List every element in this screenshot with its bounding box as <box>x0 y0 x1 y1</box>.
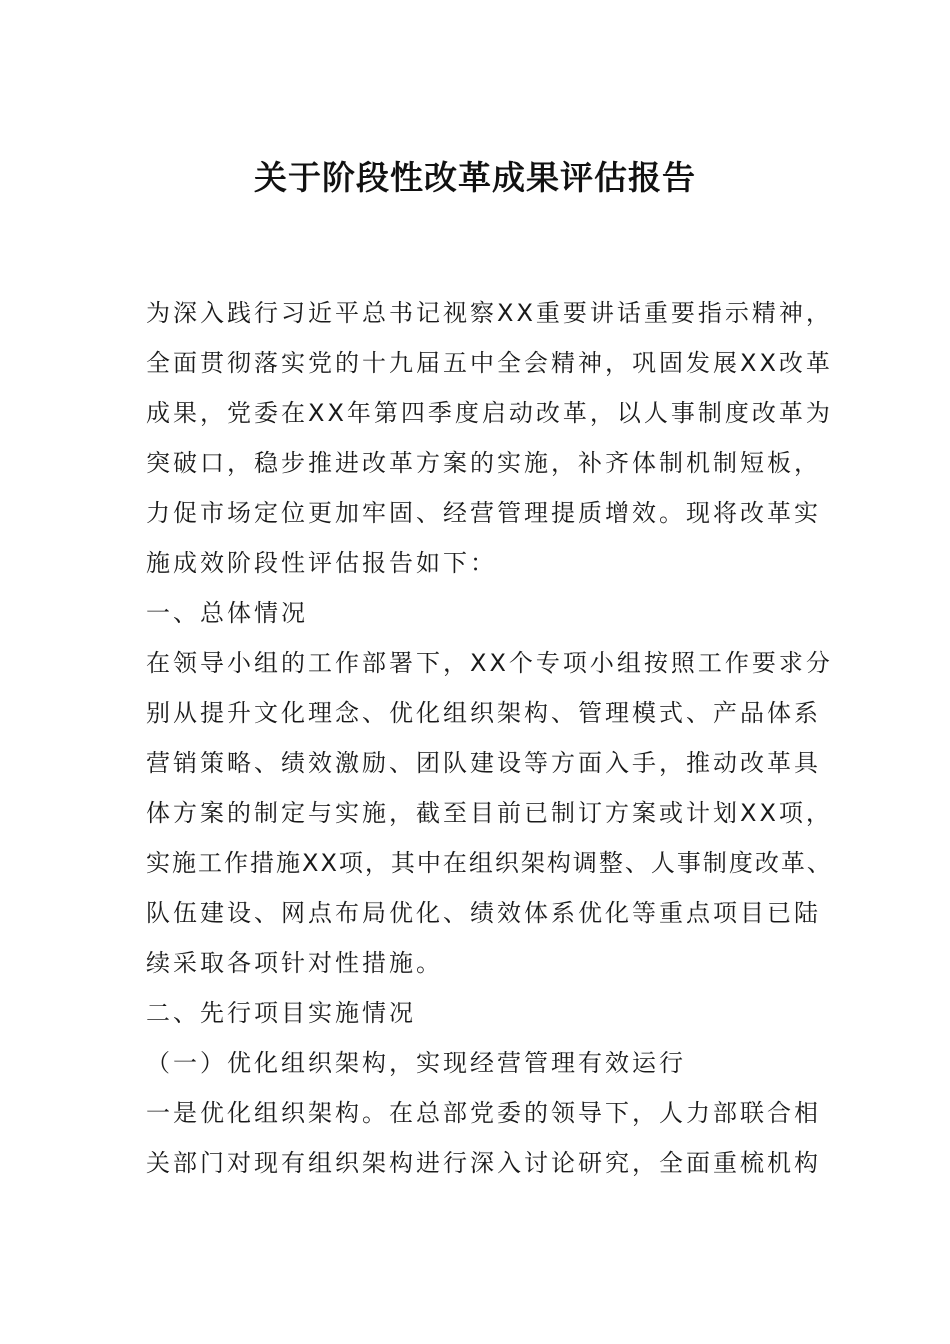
body-line: 别从提升文化理念、优化组织架构、管理模式、产品体系 <box>146 699 821 727</box>
section-heading-pilot-projects: 二、先行项目实施情况 <box>146 999 416 1027</box>
body-line: 在领导小组的工作部署下，XX个专项小组按照工作要求分 <box>146 649 833 677</box>
body-line: 突破口，稳步推进改革方案的实施，补齐体制机制短板， <box>146 449 821 477</box>
body-line: 体方案的制定与实施，截至目前已制订方案或计划XX项， <box>146 799 833 827</box>
body-line: 为深入践行习近平总书记视察XX重要讲话重要指示精神， <box>146 299 833 327</box>
document-body <box>146 288 846 1188</box>
section-heading-overview: 一、总体情况 <box>146 599 308 627</box>
body-line: 续采取各项针对性措施。 <box>146 949 443 977</box>
body-line: 力促市场定位更加牢固、经营管理提质增效。现将改革实 <box>146 499 821 527</box>
body-line: 成果，党委在XX年第四季度启动改革，以人事制度改革为 <box>146 399 833 427</box>
body-line: 营销策略、绩效激励、团队建设等方面入手，推动改革具 <box>146 749 821 777</box>
body-line: 施成效阶段性评估报告如下： <box>146 549 497 577</box>
body-line: 实施工作措施XX项，其中在组织架构调整、人事制度改革、 <box>146 849 833 877</box>
subsection-heading: （一）优化组织架构，实现经营管理有效运行 <box>146 1049 686 1077</box>
body-line: 关部门对现有组织架构进行深入讨论研究，全面重梳机构 <box>146 1149 821 1177</box>
body-line: 队伍建设、网点布局优化、绩效体系优化等重点项目已陆 <box>146 899 821 927</box>
body-line: 全面贯彻落实党的十九届五中全会精神，巩固发展XX改革 <box>146 349 833 377</box>
body-line: 一是优化组织架构。在总部党委的领导下，人力部联合相 <box>146 1099 821 1127</box>
document-title: 关于阶段性改革成果评估报告 <box>254 158 696 197</box>
